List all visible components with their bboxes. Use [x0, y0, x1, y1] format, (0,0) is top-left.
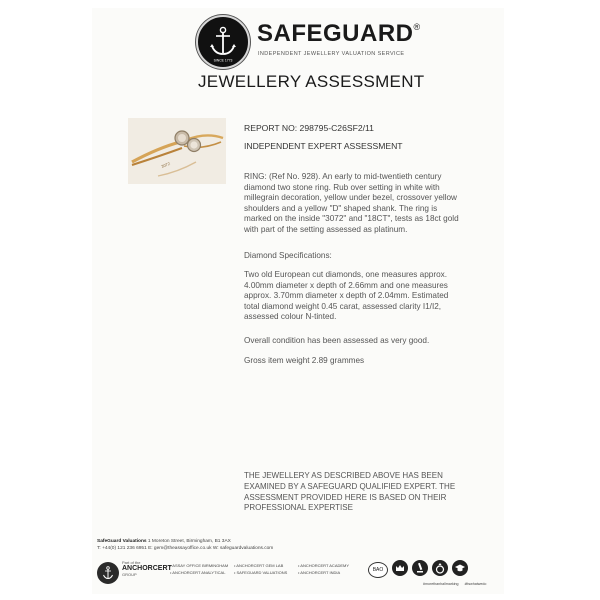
brand-name: [257, 20, 421, 48]
assessment-type: INDEPENDENT EXPERT ASSESSMENT: [244, 141, 403, 151]
hashtag: #morethanhallmarking: [423, 582, 459, 586]
division-item: • ANCHORCERT GEM LAB: [234, 563, 284, 568]
tagline: INDEPENDENT JEWELLERY VALUATION SERVICE: [258, 51, 405, 57]
division-item: • ANCHORCERT INDIA: [298, 570, 341, 575]
registered-mark: ®: [413, 22, 421, 32]
anchorcert-anchor-icon: [97, 562, 119, 584]
logo-text: SINCE 1773: [213, 58, 233, 63]
microscope-icon: [412, 560, 428, 576]
division-item: • ANCHORCERT ANALYTICAL: [170, 570, 226, 575]
hashtags: [423, 582, 492, 587]
brand-text: SAFEGUARD: [257, 20, 414, 47]
footer-contact: T: +44(0) 121 236 6951 E: gem@theassayoffice.co.uk W: safeguardvaluations.com: [97, 546, 274, 551]
anchorcert-logo: [97, 562, 119, 584]
disclaimer: THE JEWELLERY AS DESCRIBED ABOVE HAS BEEN EXAMINED BY A SAFEGUARD QUALIFIED EXPERT. THE ASSESSMENT PROVIDED HERE IS BASED ON THEIR PROFESSIONAL EXPERTISE: [244, 471, 456, 513]
anchor-icon: [198, 17, 248, 67]
part-of-label: Part of the: [122, 560, 141, 565]
footer-address: [97, 538, 273, 552]
anchor-logo: [196, 15, 250, 69]
anchorcert-name: ANCHORCERT: [122, 565, 172, 572]
footer-street: 1 Moreton Street, Birmingham, B1 3AX: [146, 539, 231, 544]
crown-icon: [392, 560, 408, 576]
bao-badge: BAO: [368, 562, 388, 578]
condition-statement: Overall condition has been assessed as very good.: [244, 336, 430, 345]
report-number: REPORT NO: 298795-C26SF2/11: [244, 123, 374, 133]
division-item: • ANCHORCERT ACADEMY: [298, 563, 350, 568]
diamond-heading: Diamond Specifications:: [244, 251, 332, 260]
gross-weight: Gross item weight 2.89 grammes: [244, 356, 365, 365]
graduation-cap-icon: [452, 560, 468, 576]
hashtag: #itswhatwedo: [464, 582, 487, 586]
anchorcert-group: [122, 560, 172, 578]
group-label: GROUP: [122, 572, 137, 577]
division-item: • ASSAY OFFICE BIRMINGHAM: [170, 563, 229, 568]
division-item: • SAFEGUARD VALUATIONS: [234, 570, 288, 575]
ring-icon: [432, 560, 448, 576]
diamond-specifications: Two old European cut diamonds, one measures approx. 4.00mm diameter x depth of 2.66mm and one measures approx. 3.70mm diameter x depth of 2.04mm. Estimated total diamond weight 0.45 carat, assessed clarity I1/I2, assessed colour N-tinted.: [244, 270, 449, 322]
ring-photo: [128, 118, 226, 184]
page-title: JEWELLERY ASSESSMENT: [198, 72, 425, 91]
footer-company: SafeGuard Valuations: [97, 539, 147, 544]
ring-description: RING: (Ref No. 928). An early to mid-twentieth century diamond two stone ring. Rub over setting in white with millegrain decoration, yellow under bezel, crossover yellow shoulders and a yellow "D" shaped shank. The ring is marked on the inside "3072" and "18CT", tests as 18ct gold with part of the setting assessed as platinum.: [244, 172, 459, 234]
ring-image: [128, 118, 226, 184]
svg-text:3072: 3072: [160, 160, 171, 169]
